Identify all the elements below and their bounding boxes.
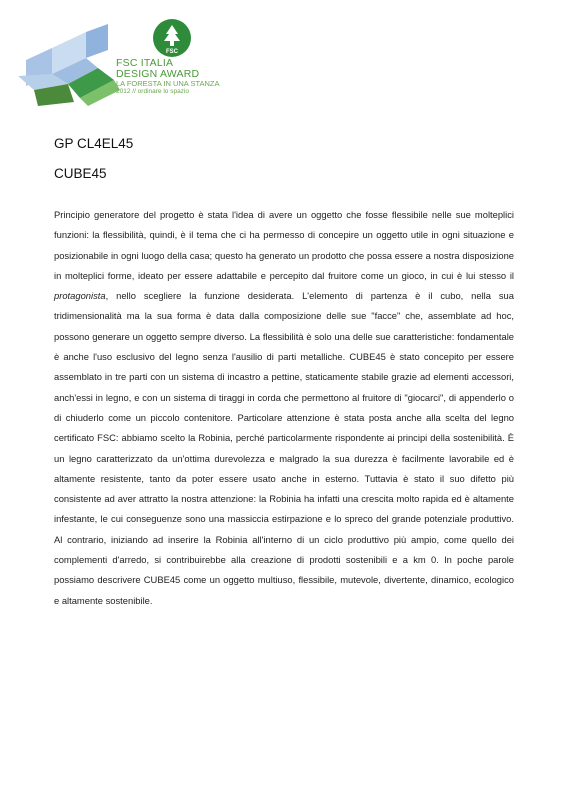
description-italic: protagonista <box>54 290 106 302</box>
logo-cube-face <box>86 24 108 58</box>
description-part1: Principio generatore del progetto è stata l'idea di avere un oggetto che fosse flessibile nelle sue molteplici funzioni: la flessibilità, quindi, è il tema che ci ha permesso di concepire un oggetto utile in ogni situazione e posizionabile in ogni luogo della casa; questo ha generato un prodotto che possa essere a nostra disposizione in molteplici forme, ideato per essere adattabile e percepito dal fruitore come un gioco, in cui è lui stesso il <box>54 209 514 281</box>
project-description <box>54 205 514 611</box>
project-name: CUBE45 <box>54 166 107 181</box>
group-code: GP CL4EL45 <box>54 136 134 151</box>
award-subtitle: LA FORESTA IN UNA STANZA <box>116 79 220 88</box>
award-title-line1: FSC ITALIA <box>116 57 174 69</box>
award-tagline: 2012 // ordinare lo spazio <box>116 87 189 95</box>
award-title-line2: DESIGN AWARD <box>116 67 200 80</box>
fsc-badge-icon <box>152 18 192 58</box>
award-title <box>116 58 220 95</box>
svg-text:FSC: FSC <box>166 49 178 55</box>
description-part2: , nello scegliere la funzione desiderata. L'elemento di partenza è il cubo, nella sua tridimensionalità ma la sua forma è data dalla composizione delle sue "facce" che, assemblate ad hoc, possono generare un oggetto sempre diverso. La flessibilità è solo una delle sue caratteristiche: fondamentale è anche l'uso esclusivo del legno senza l'ausilio di parti metalliche. CUBE45 è stato concepito per essere assemblato in tre parti con un sistema di incastro a pettine, staticamente stabile grazie ad elementi accessori, anch'essi in legno, e con un sistema di tiraggi in corda che permettono al fruitore di "giocarci", di appenderlo o di chiuderlo come un piccolo contenitore. Particolare attenzione è stata posta anche alla scelta del legno certificato FSC: abbiamo scelto la Robinia, perché particolarmente rispondente ai principi della sostenibilità. È un legno caratterizzato da un'ottima durevolezza e malgrado la sua durezza è facilmente lavorabile ed è altamente resistente, tanto da poter essere usato anche in esterno. Tuttavia è stato il suo difetto più consistente ad aver attratto la nostra attenzione: la Robinia ha infatti una crescita molto rapida ed è altamente infestante, le cui conseguenze sono una massiccia estirpazione e lo spreco del grande potenziale produttivo. Al contrario, iniziando ad inserire la Robinia all'interno di un ciclo produttivo più ampio, come quello dei complementi d'arredo, si contribuirebbe alla creazione di prodotti sostenibili e a km 0. In poche parole possiamo descrivere CUBE45 come un oggetto multiuso, flessibile, mutevole, divertente, dinamico, ecologico e altamente sostenibile. <box>54 290 514 606</box>
